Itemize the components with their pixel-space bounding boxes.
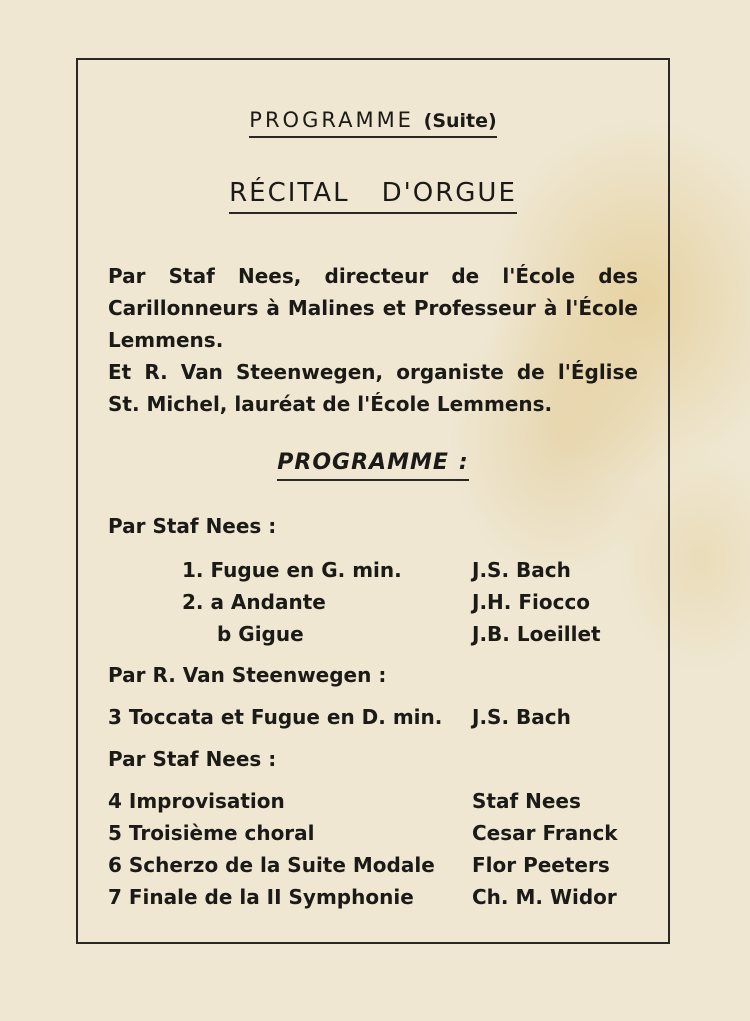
programme-item-2b-work: b Gigue: [217, 622, 304, 646]
section-performer-1: Par Staf Nees :: [108, 514, 277, 538]
section-performer-3: Par Staf Nees :: [108, 747, 277, 771]
programme-item-6-work: 6 Scherzo de la Suite Modale: [108, 853, 435, 877]
intro-line-2: Et R. Van Steenwegen, organiste de l'Église St. Michel, lauréat de l'École Lemmens.: [108, 360, 638, 416]
programme-title-text: PROGRAMME: [249, 108, 414, 132]
programme-item-7-work: 7 Finale de la II Symphonie: [108, 885, 414, 909]
programme-frame: [76, 58, 670, 944]
programme-item-2b-composer: J.B. Loeillet: [472, 622, 601, 646]
programme-suite-title: [78, 108, 668, 138]
intro-paragraph: [108, 260, 638, 420]
programme-item-7-composer: Ch. M. Widor: [472, 885, 617, 909]
programme-item-6-composer: Flor Peeters: [472, 853, 610, 877]
suite-label: (Suite): [423, 110, 497, 132]
programme-item-2a-work: 2. a Andante: [182, 590, 326, 614]
recital-word-1: RÉCITAL: [229, 178, 350, 208]
programme-item-5-composer: Cesar Franck: [472, 821, 618, 845]
programme-item-1-composer: J.S. Bach: [472, 558, 571, 582]
programme-heading-text: PROGRAMME: [277, 450, 449, 475]
intro-line-1: Par Staf Nees, directeur de l'École des Carillonneurs à Malines et Professeur à l'École Lemmens.: [108, 264, 638, 352]
recital-word-2: D'ORGUE: [381, 178, 517, 208]
programme-heading: [78, 450, 668, 481]
section-performer-2: Par R. Van Steenwegen :: [108, 663, 387, 687]
recital-title: [78, 178, 668, 214]
programme-heading-colon: :: [458, 450, 469, 475]
programme-item-4-composer: Staf Nees: [472, 789, 581, 813]
programme-item-3-work: 3 Toccata et Fugue en D. min.: [108, 705, 443, 729]
programme-item-1-work: 1. Fugue en G. min.: [182, 558, 402, 582]
programme-item-4-work: 4 Improvisation: [108, 789, 285, 813]
programme-item-3-composer: J.S. Bach: [472, 705, 571, 729]
programme-item-5-work: 5 Troisième choral: [108, 821, 315, 845]
programme-item-2a-composer: J.H. Fiocco: [472, 590, 591, 614]
